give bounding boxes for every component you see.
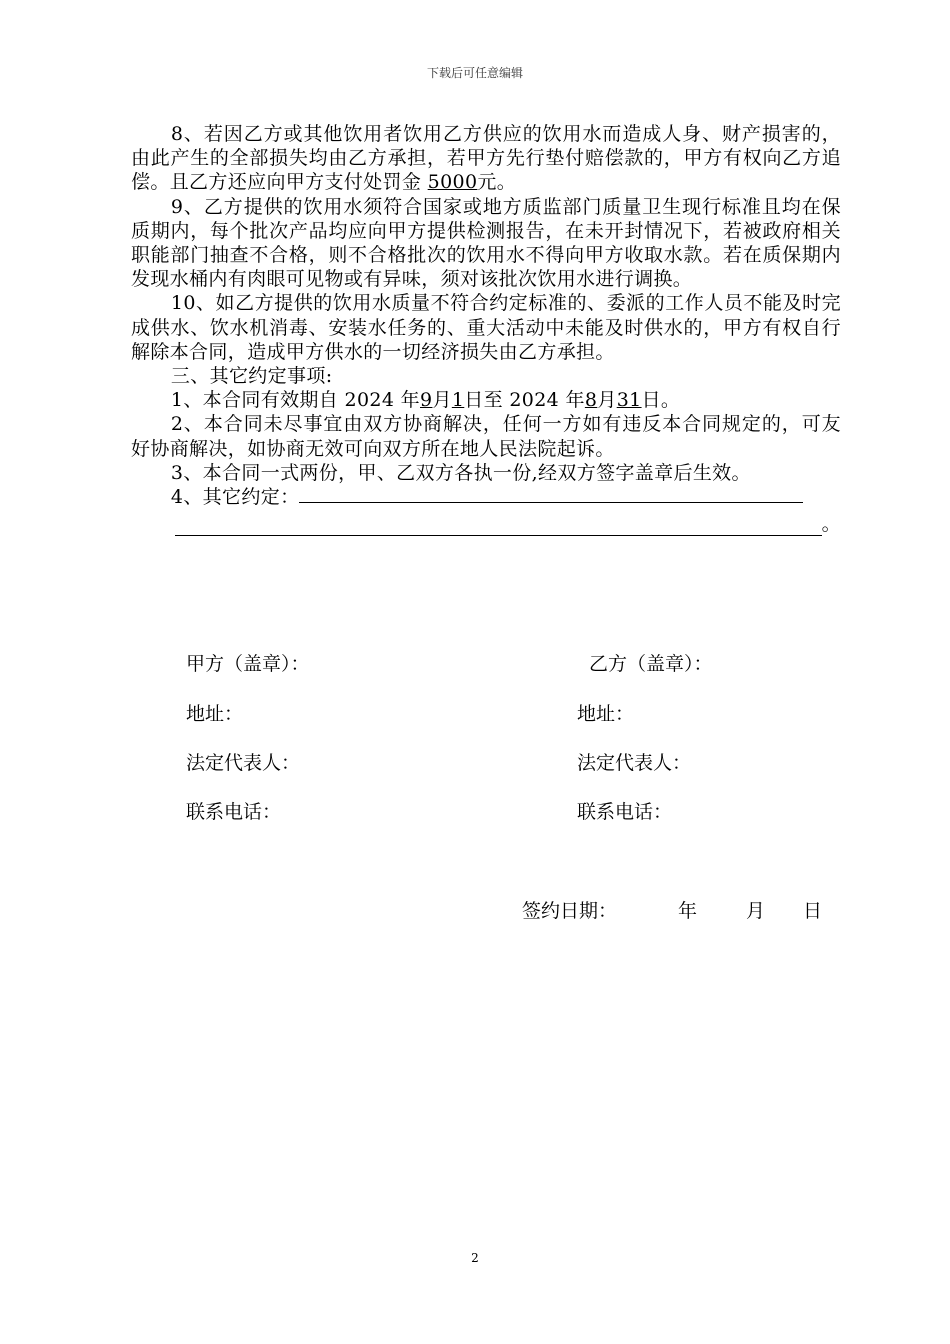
signing-year: 年 — [678, 900, 698, 922]
item-4 — [131, 485, 841, 509]
party-a-phone: 联系电话： — [186, 801, 282, 823]
contract-body — [131, 122, 841, 536]
page-number: 2 — [471, 1251, 479, 1265]
signing-month: 月 — [746, 900, 766, 922]
party-a-address: 地址： — [186, 703, 244, 725]
clause-10: 10、如乙方提供的饮用水质量不符合约定标准的、委派的工作人员不能及时完成供水、饮水机消毒、安装水任务的、重大活动中未能及时供水的，甲方有权自行解除本合同，造成甲方供水的一切经济损失由乙方承担。 — [131, 292, 841, 363]
clause-8 — [131, 122, 841, 195]
item-1 — [131, 388, 841, 412]
item-1-text: 月 — [432, 389, 452, 412]
party-b-seal: 乙方（盖章）： — [589, 653, 713, 675]
start-day: 1 — [451, 389, 465, 412]
end-day: 31 — [616, 389, 642, 412]
clause-9: 9、乙方提供的饮用水须符合国家或地方质监部门质量卫生现行标准且均在保质期内，每个批次产品均应向甲方提供检测报告，在未开封情况下，若被政府相关职能部门抽查不合格，则不合格批次的饮用水不得向甲方收取水款。若在质保期内发现水桶内有肉眼可见物或有异味，须对该批次饮用水进行调换。 — [131, 195, 841, 291]
party-b-address: 地址： — [577, 703, 635, 725]
signing-date-label: 签约日期： — [522, 900, 618, 922]
party-b-representative: 法定代表人： — [577, 752, 692, 774]
party-b-phone: 联系电话： — [577, 801, 673, 823]
item-1-text: 日至 2024 年 — [464, 389, 585, 412]
other-terms-blank-1 — [299, 486, 803, 503]
item-4-end: 。 — [821, 513, 841, 536]
signing-day: 日 — [803, 900, 823, 922]
start-month: 9 — [420, 389, 433, 412]
page-header: 下载后可任意编辑 — [426, 66, 523, 80]
other-terms-blank-2 — [175, 519, 822, 536]
party-a-representative: 法定代表人： — [186, 752, 301, 774]
item-1-prefix: 1、本合同有效期自 2024 年 — [170, 389, 421, 412]
clause-8-text: 8、若因乙方或其他饮用者饮用乙方供应的饮用水而造成人身、财产损害的，由此产生的全部损失均由乙方承担，若甲方先行垫付赔偿款的，甲方有权向乙方追偿。且乙方还应向甲方支付处罚金 — [131, 123, 841, 194]
penalty-unit: 元。 — [477, 171, 517, 194]
other-terms-line-2 — [131, 512, 841, 536]
party-a-seal: 甲方（盖章）： — [186, 653, 310, 675]
item-1-text: 月 — [597, 389, 617, 412]
end-month: 8 — [584, 389, 598, 412]
penalty-amount: 5000 — [427, 171, 478, 194]
item-3: 3、本合同一式两份，甲、乙双方各执一份,经双方签字盖章后生效。 — [170, 461, 751, 484]
section-3-heading: 三、其它约定事项: — [170, 365, 333, 388]
item-1-text: 日。 — [641, 389, 681, 412]
item-4-label: 4、其它约定： — [170, 486, 300, 509]
item-2: 2、本合同未尽事宜由双方协商解决，任何一方如有违反本合同规定的，可友好协商解决，如协商无效可向双方所在地人民法院起诉。 — [131, 413, 841, 460]
